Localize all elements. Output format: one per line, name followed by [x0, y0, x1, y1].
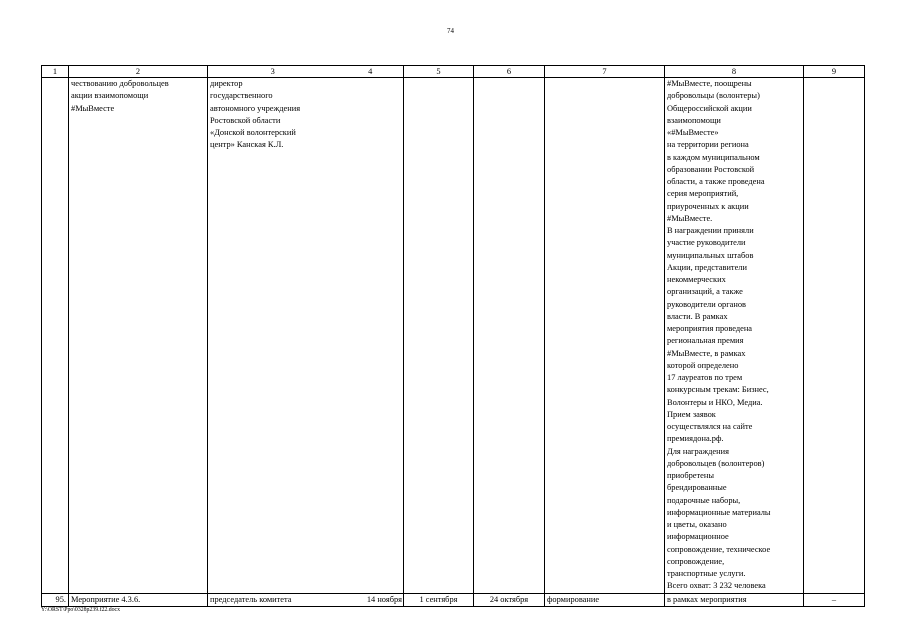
column-number: 9 — [804, 66, 865, 78]
column-number-row — [42, 66, 865, 78]
footer-file-path: Y:\ORST\Ppo\0328p239.f22.docx — [41, 607, 121, 613]
column-number: 2 — [69, 66, 208, 78]
cell-date-start: 1 сентября — [404, 593, 474, 606]
column-number: 7 — [545, 66, 665, 78]
cell-date-end — [474, 78, 545, 594]
page-number: 74 — [447, 27, 454, 35]
cell-date-plan: 14 ноября — [366, 594, 402, 604]
cell-date-end: 24 октября — [474, 593, 545, 606]
column-number: 3 — [270, 67, 275, 76]
cell-result-plan: формирование — [545, 593, 665, 606]
cell-number: 95. — [42, 593, 69, 606]
table-row — [42, 593, 865, 606]
cell-responsible-pair — [208, 593, 404, 606]
cell-notes — [804, 78, 865, 594]
column-number-pair — [208, 66, 404, 78]
cell-date-start — [404, 78, 474, 594]
column-number: 5 — [404, 66, 474, 78]
column-number: 6 — [474, 66, 545, 78]
continued-table-row — [42, 78, 865, 594]
cell-responsible: директор государственного автономного учреждения Ростовской области «Донской волонтерский центр» Канская К.Л. — [210, 79, 301, 150]
cell-date-plan — [337, 78, 403, 152]
report-table — [41, 65, 865, 607]
cell-event-name: чествованию добровольцев акции взаимопомощи #МыВместе — [69, 78, 208, 594]
column-number: 8 — [665, 66, 804, 78]
column-number: 4 — [368, 67, 373, 76]
cell-responsible-pair — [208, 78, 404, 594]
cell-result-plan — [545, 78, 665, 594]
cell-result-fact: в рамках мероприятия — [665, 593, 804, 606]
cell-responsible: председатель комитета — [210, 594, 292, 604]
cell-result-fact: #МыВместе, поощрены добровольцы (волонтеры) Общероссийской акции взаимопомощи «#МыВместе» на территории региона в каждом муниципальном образовании Ростовской области, а также проведена серия мероприятий, приуроченных к акции #МыВместе. В награждении приняли участие руководители муниципальных штабов Акции, представители некоммерческих организаций, а также руководители органов власти. В рамках мероприятия проведена региональная премия #МыВместе, в рамках которой определено 17 лауреатов по трем конкурсным трекам: Бизнес, Волонтеры и НКО, Медиа. Прием заявок осуществлялся на сайте премиядона.рф. Для награждения добровольцев (волонтеров) приобретены брендированные подарочные наборы, информационные материалы и цветы, оказано информационное сопровождение, техническое сопровождение, транспортные услуги. Всего охват: 3 232 человека — [665, 78, 804, 594]
cell-number — [42, 78, 69, 594]
cell-event-name: Мероприятие 4.3.6. — [69, 593, 208, 606]
column-number: 1 — [42, 66, 69, 78]
cell-notes: – — [804, 593, 865, 606]
